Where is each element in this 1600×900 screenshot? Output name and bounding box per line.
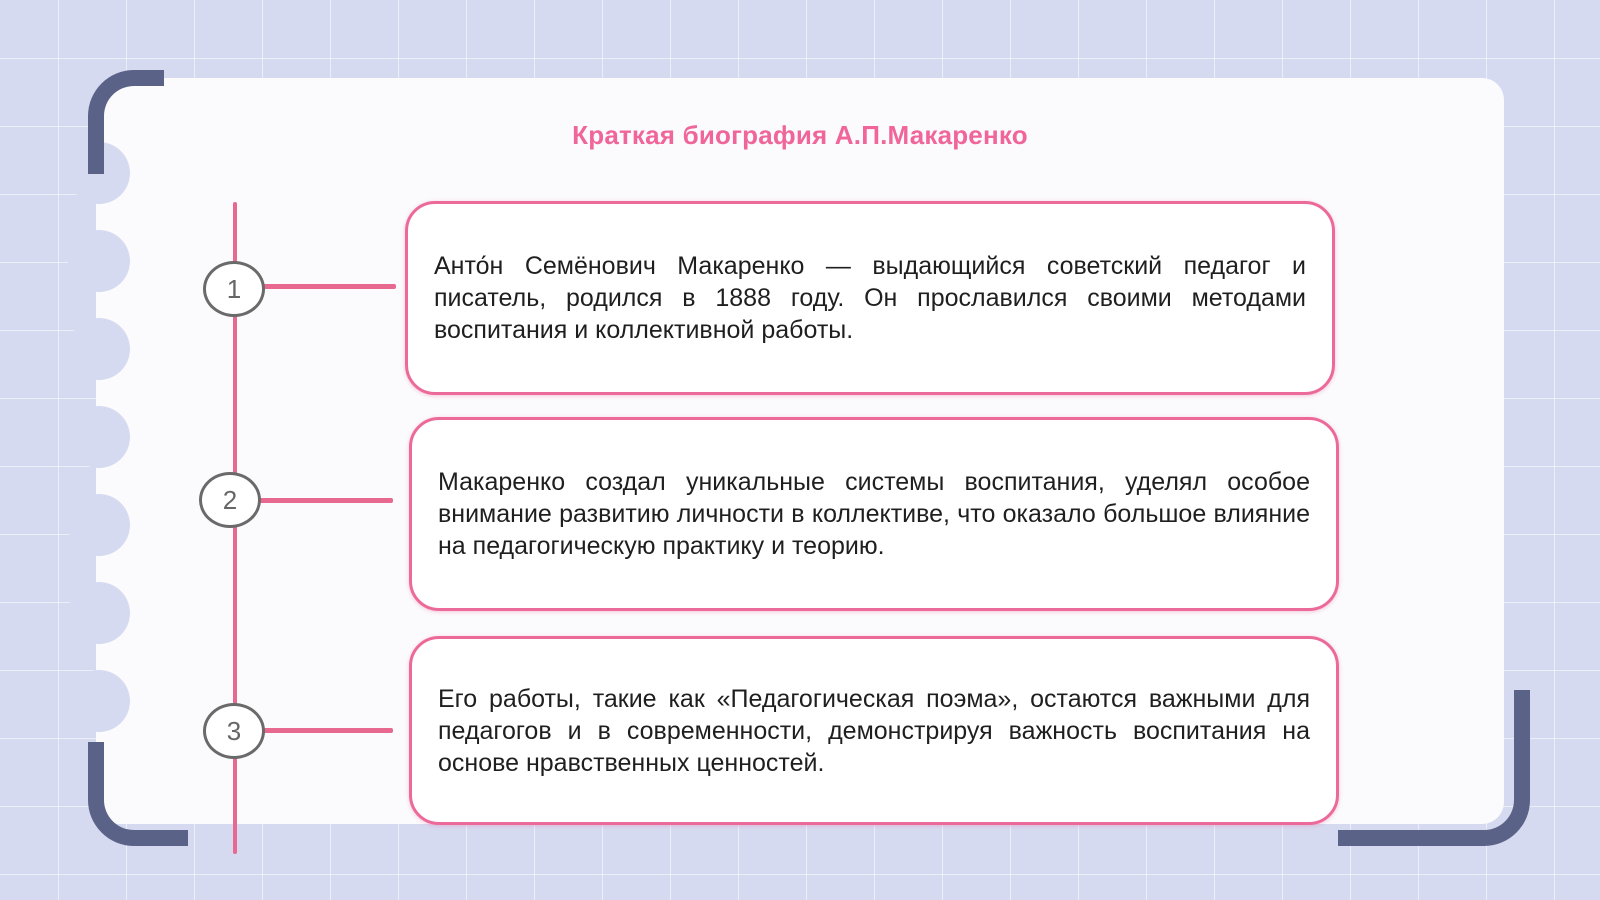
timeline-card: [409, 417, 1339, 611]
timeline-connector: [262, 284, 396, 289]
timeline-connector: [258, 498, 393, 503]
timeline-connector: [262, 728, 393, 733]
step-number: 1: [226, 273, 242, 304]
step-number: 3: [226, 715, 242, 746]
timeline-card-text: Его работы, такие как «Педагогическая поэма», остаются важными для педагогов и в современности, демонстрируя важность воспитания на основе нравственных ценностей.: [438, 684, 1310, 777]
corner-bracket-bottom-right: [1338, 690, 1530, 846]
timeline-card: [405, 201, 1335, 395]
timeline-card-text: Анто́н Семёнович Макаренко — выдающийся советский педагог и писатель, родился в 1888 году. Он прославился своими методами воспитания и коллективной работы.: [434, 252, 1306, 344]
paper-notch: [68, 318, 130, 380]
corner-bracket-bottom-left: [88, 742, 188, 846]
timeline-step-marker: [203, 261, 265, 317]
paper-notch: [68, 670, 130, 732]
slide-title: Краткая биография А.П.Макаренко: [572, 120, 1028, 150]
paper-notch: [68, 582, 130, 644]
paper-notch: [68, 494, 130, 556]
timeline-card: [409, 636, 1339, 825]
paper-notch: [68, 406, 130, 468]
timeline-card-text: Макаренко создал уникальные системы воспитания, уделял особое внимание развитию личности в коллективе, что оказало большое влияние на педагогическую практику и теорию.: [438, 468, 1310, 560]
step-number: 2: [222, 484, 238, 515]
timeline-step-marker: [199, 472, 261, 528]
timeline-step-marker: [203, 703, 265, 759]
paper-notch: [68, 230, 130, 292]
